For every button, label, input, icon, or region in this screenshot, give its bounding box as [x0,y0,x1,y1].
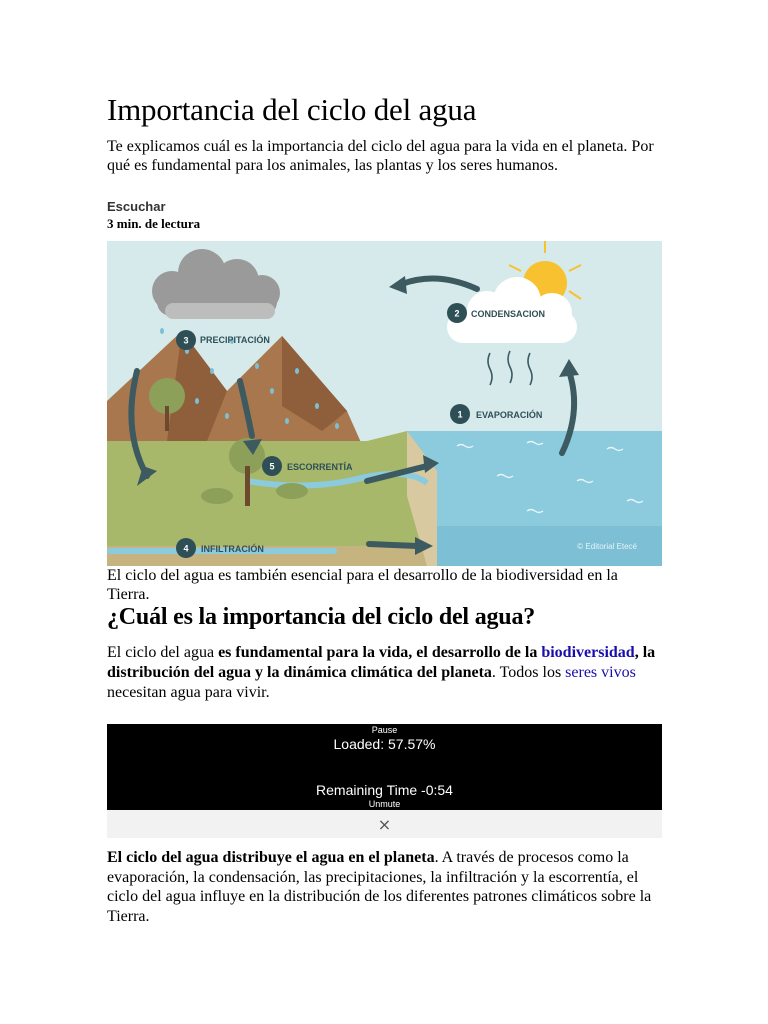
loaded-status: Loaded: 57.57% [333,736,436,752]
biodiversidad-link[interactable] [541,644,634,661]
infiltracion-label: INFILTRACIÓN [201,544,264,554]
precipitacion-label: PRECIPITACIÓN [200,335,270,345]
evaporacion-label: EVAPORACIÓN [476,410,543,420]
water-cycle-illustration [107,241,662,566]
read-time: 3 min. de lectura [107,216,201,231]
escorrentia-label: ESCORRENTÍA [287,462,353,472]
audio-player [107,724,662,810]
escorrentia-number: 5 [269,461,275,472]
p1-bold-2: , la distribución del agua y la dinámica climática del planeta [107,644,656,681]
condensacion-number: 2 [454,308,460,319]
evaporacion-number: 1 [457,409,463,420]
watermark: © Editorial Etecé [577,542,637,551]
paragraph-1 [107,643,662,703]
section-heading: ¿Cuál es la importancia del ciclo del agua? [107,604,536,630]
p1-text-2: . Todos los [491,664,566,681]
remaining-time: Remaining Time -0:54 [316,782,453,798]
p1-bold-1: es fundamental para la vida, el desarrollo de la [218,644,542,661]
seres-vivos-link[interactable]: seres vivos [565,664,636,681]
page-title: Importancia del ciclo del agua [107,92,477,127]
pause-button[interactable]: Pause [371,725,398,735]
close-icon[interactable]: × [377,815,392,834]
intro-text: Te explicamos cuál es la importancia del ciclo del agua para la vida en el planeta. Por qué es fundamental para los animales, las plantas y los seres humanos. [107,138,654,174]
infiltracion-number: 4 [183,543,189,554]
condensacion-label: CONDENSACION [471,309,546,319]
listen-button[interactable]: Escuchar [107,199,166,214]
precipitacion-number: 3 [183,335,189,346]
unmute-button[interactable]: Unmute [368,799,401,809]
p1-text-1: El ciclo del agua [107,644,219,661]
p1-text-3: necesitan agua para vivir. [107,684,270,701]
p2-bold: El ciclo del agua distribuye el agua en el planeta [107,849,435,866]
close-player-bar[interactable] [107,810,662,838]
paragraph-2 [107,848,662,926]
p2-text: . A través de procesos como la evaporación, la condensación, las precipitaciones, la infiltración y la escorrentía, el ciclo del agua influye en la distribución de los diferentes patrones climáticos sobre la Tierra. [107,849,652,925]
biodiversidad-link-text: biodiversidad [541,644,635,661]
figure-caption: El ciclo del agua es también esencial para el desarrollo de la biodiversidad en la Tierra. [107,567,618,603]
